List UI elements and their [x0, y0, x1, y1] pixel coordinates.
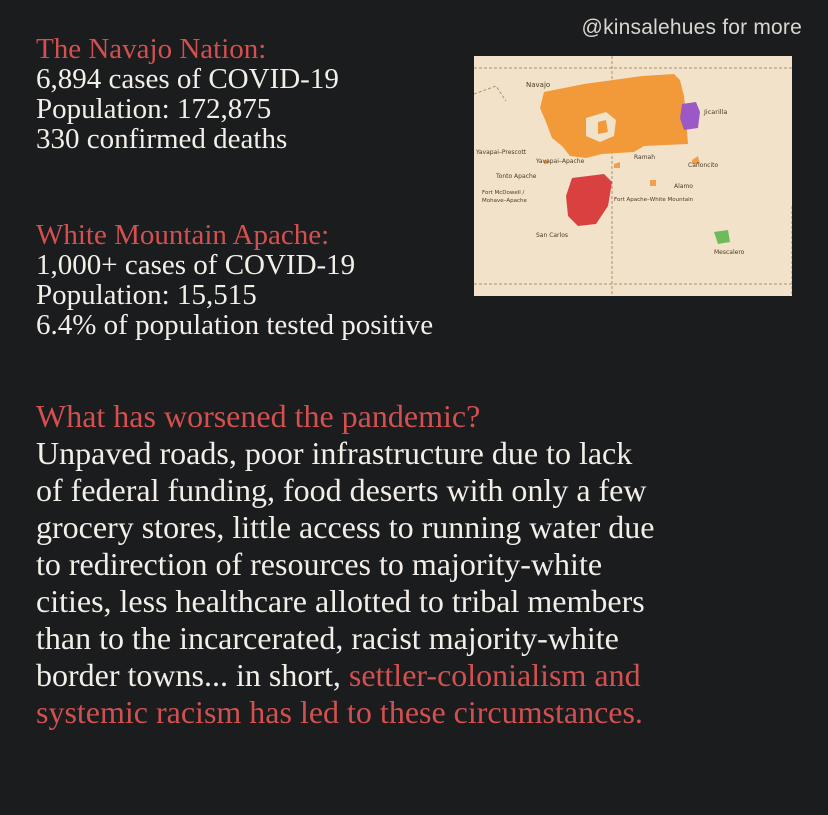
pandemic-line-7-accent: settler-colonialism and: [348, 657, 641, 693]
label-navajo: Navajo: [526, 81, 551, 89]
pandemic-line-5: cities, less healthcare allotted to tribal members: [36, 583, 645, 619]
ramah-region: [614, 162, 620, 168]
apache-tested: 6.4% of population tested positive: [36, 309, 434, 341]
pandemic-line-8: systemic racism has led to these circumstances.: [36, 694, 643, 730]
label-jicarilla: Jicarilla: [704, 108, 728, 116]
mescalero-region: [714, 230, 730, 244]
instagram-handle: @kinsalehues for more: [581, 16, 802, 39]
label-fort-apache: Fort Apache–White Mountain: [614, 197, 694, 203]
navajo-deaths: 330 confirmed deaths: [36, 123, 288, 155]
white-mountain-apache-section: [36, 220, 433, 340]
pandemic-section: [36, 398, 796, 731]
pandemic-line-1: Unpaved roads, poor infrastructure due to lack: [36, 435, 633, 471]
navajo-region: [540, 74, 688, 158]
pandemic-line-3: grocery stores, little access to running water due: [36, 509, 655, 545]
label-tonto-apache: Tonto Apache: [496, 173, 537, 180]
label-ramah: Ramah: [634, 154, 656, 161]
pandemic-line-4: to redirection of resources to majority-white: [36, 546, 603, 582]
label-san-carlos: San Carlos: [536, 232, 568, 239]
river-line: [474, 86, 506, 101]
label-alamo: Alamo: [674, 183, 693, 190]
pandemic-line-6: than to the incarcerated, racist majority-white: [36, 620, 619, 656]
alamo-region: [650, 180, 656, 186]
navajo-nation-section: [36, 34, 339, 154]
label-mescalero: Mescalero: [714, 249, 745, 256]
apache-title: White Mountain Apache:: [36, 219, 330, 251]
apache-cases: 1,000+ cases of COVID-19: [36, 249, 356, 281]
pandemic-line-2: of federal funding, food deserts with only a few: [36, 472, 647, 508]
label-fort-mcdowell: Fort McDowell /: [482, 190, 525, 196]
label-yavapai-prescott: Yavapai–Prescott: [476, 149, 527, 156]
pandemic-line-7: [36, 657, 796, 694]
jicarilla-region: [680, 102, 700, 130]
label-canoncito: Cañoncito: [688, 162, 719, 169]
navajo-cases: 6,894 cases of COVID-19: [36, 63, 339, 95]
reservation-map: [474, 56, 792, 296]
pandemic-line-7-plain: border towns... in short,: [36, 657, 349, 693]
apache-population: Population: 15,515: [36, 279, 257, 311]
reservation-map-svg: [474, 56, 792, 296]
navajo-title: The Navajo Nation:: [36, 33, 267, 65]
label-mohave-apache: Mohave–Apache: [482, 198, 527, 204]
fort-apache-region: [566, 174, 612, 226]
pandemic-question: What has worsened the pandemic?: [36, 398, 481, 434]
navajo-population: Population: 172,875: [36, 93, 272, 125]
label-yavapai-apache: Yavapai–Apache: [536, 158, 585, 165]
